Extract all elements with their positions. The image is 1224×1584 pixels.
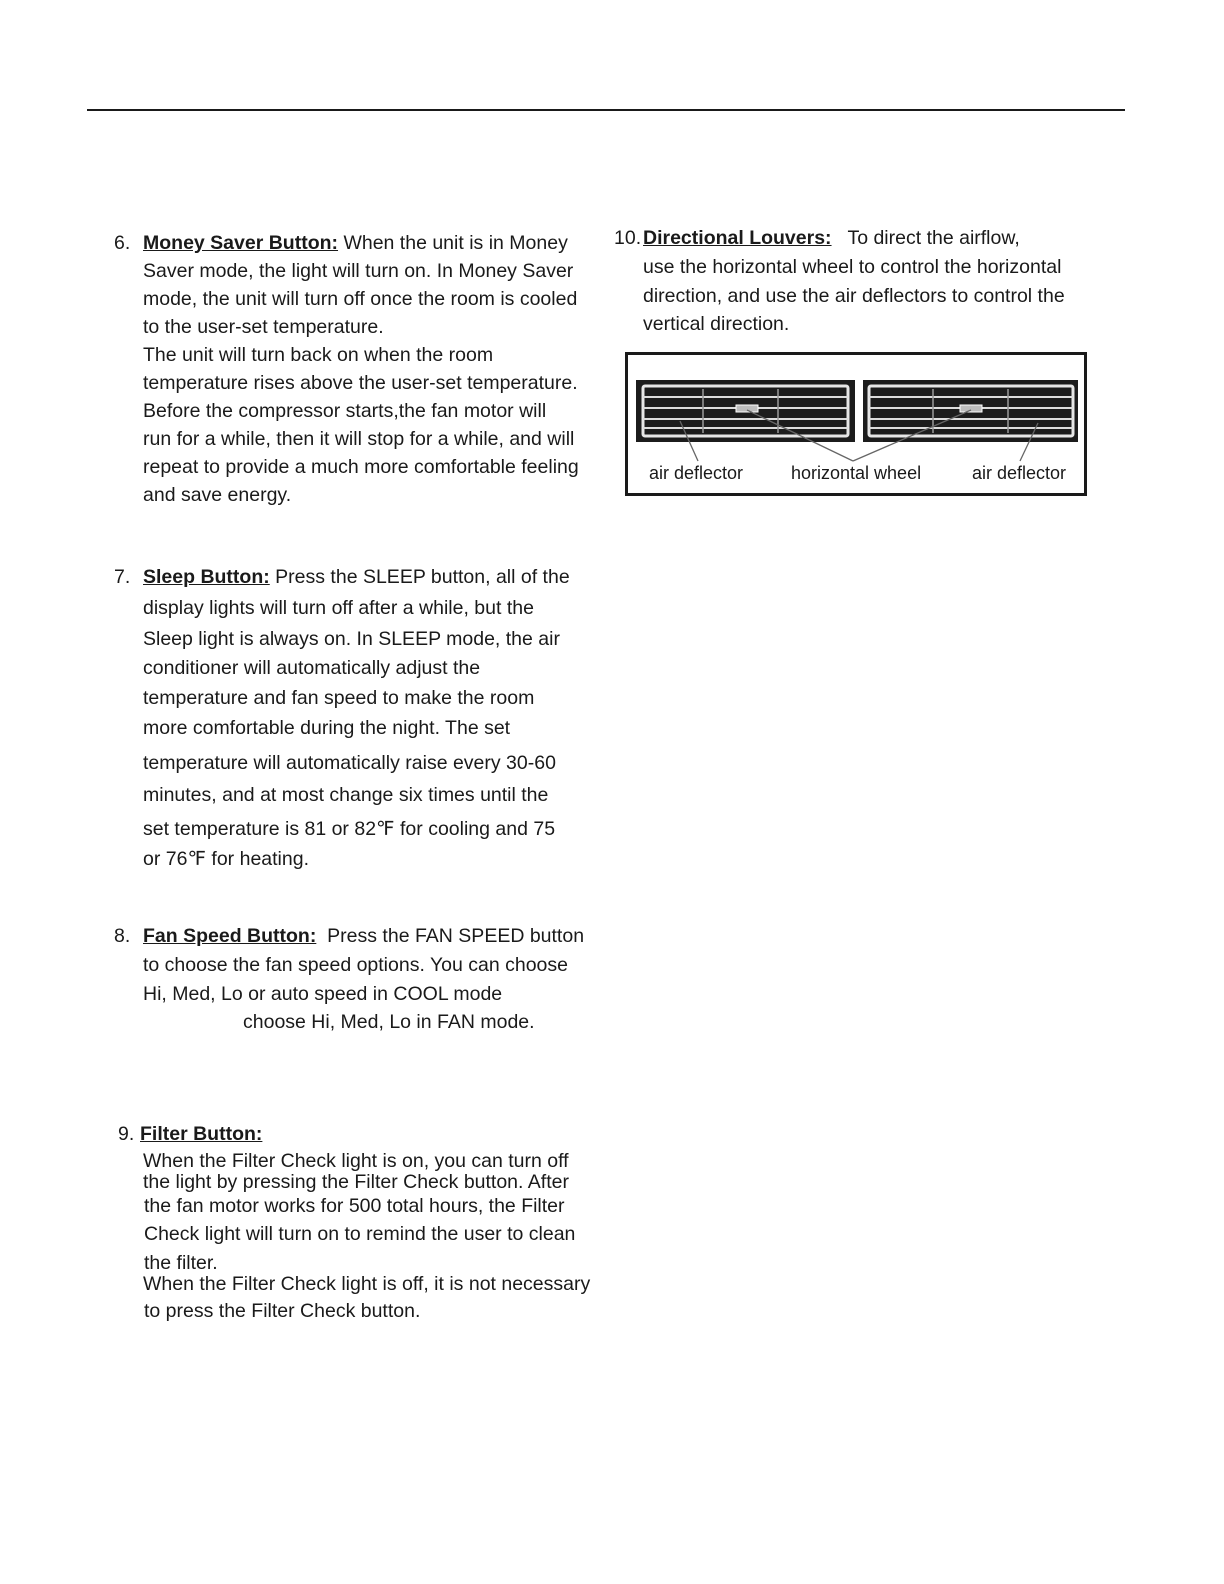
item-number: 6. xyxy=(114,232,131,254)
item-number: 10. xyxy=(614,227,642,249)
horizontal-wheel-label: horizontal wheel xyxy=(791,463,922,483)
body-line: Hi, Med, Lo or auto speed in COOL mode xyxy=(143,983,503,1005)
body-line: to press the Filter Check button. xyxy=(144,1300,421,1322)
body-line: Press the FAN SPEED button xyxy=(327,925,585,947)
filter-heading: Filter Button: xyxy=(140,1123,263,1145)
body-line: To direct the airflow, xyxy=(847,227,1020,249)
body-line: choose Hi, Med, Lo in FAN mode. xyxy=(243,1011,535,1033)
money-saver-heading: Money Saver Button: xyxy=(143,232,339,254)
body-line: vertical direction. xyxy=(643,313,790,335)
louvers-heading: Directional Louvers: xyxy=(643,227,832,249)
body-line: and save energy. xyxy=(143,484,292,506)
body-line: or 76℉ for heating. xyxy=(143,848,309,870)
body-line: to choose the fan speed options. You can choose xyxy=(143,954,569,976)
body-line: temperature rises above the user-set temperature. xyxy=(143,372,578,394)
left-horizontal-wheel xyxy=(736,405,758,412)
item-number: 8. xyxy=(114,925,131,947)
body-line: repeat to provide a much more comfortable feeling xyxy=(143,456,579,478)
body-line: use the horizontal wheel to control the horizontal xyxy=(643,256,1062,278)
header-rule xyxy=(87,109,1125,111)
body-line: Press the SLEEP button, all of the xyxy=(275,566,570,588)
body-line: When the Filter Check light is off, it is not necessary xyxy=(143,1273,591,1295)
item-number: 7. xyxy=(114,566,131,588)
body-line: minutes, and at most change six times until the xyxy=(143,784,549,806)
body-line: the fan motor works for 500 total hours, the Filter xyxy=(144,1195,565,1217)
fan-speed-heading: Fan Speed Button: xyxy=(143,925,317,947)
body-line: temperature will automatically raise every 30-60 xyxy=(143,752,556,774)
body-line: display lights will turn off after a while, but the xyxy=(143,597,534,619)
body-line: Check light will turn on to remind the user to clean xyxy=(144,1223,576,1245)
body-line: direction, and use the air deflectors to control the xyxy=(643,285,1065,307)
body-line: The unit will turn back on when the room xyxy=(143,344,494,366)
item-number: 9. xyxy=(118,1123,135,1145)
body-line: When the Filter Check light is on, you can turn off xyxy=(143,1150,569,1172)
body-line: Before the compressor starts,the fan motor will xyxy=(143,400,547,422)
body-line: the light by pressing the Filter Check button. After xyxy=(143,1171,569,1193)
air-deflector-label-left: air deflector xyxy=(649,463,744,483)
right-horizontal-wheel xyxy=(960,405,982,412)
sleep-heading: Sleep Button: xyxy=(143,566,270,588)
body-line: Sleep light is always on. In SLEEP mode, the air xyxy=(143,628,560,650)
body-line: When the unit is in Money xyxy=(343,232,568,254)
louver-figure xyxy=(625,352,1087,496)
body-line: mode, the unit will turn off once the room is cooled xyxy=(143,288,578,310)
air-deflector-label-right: air deflector xyxy=(972,463,1067,483)
body-line: conditioner will automatically adjust the xyxy=(143,657,481,679)
body-line: run for a while, then it will stop for a while, and will xyxy=(143,428,575,450)
body-line: Saver mode, the light will turn on. In Money Saver xyxy=(143,260,574,282)
body-line: to the user-set temperature. xyxy=(143,316,384,338)
body-line: more comfortable during the night. The set xyxy=(143,717,511,739)
body-line: the filter. xyxy=(144,1252,218,1274)
body-line: temperature and fan speed to make the room xyxy=(143,687,535,709)
body-line: set temperature is 81 or 82℉ for cooling and 75 xyxy=(143,818,556,840)
